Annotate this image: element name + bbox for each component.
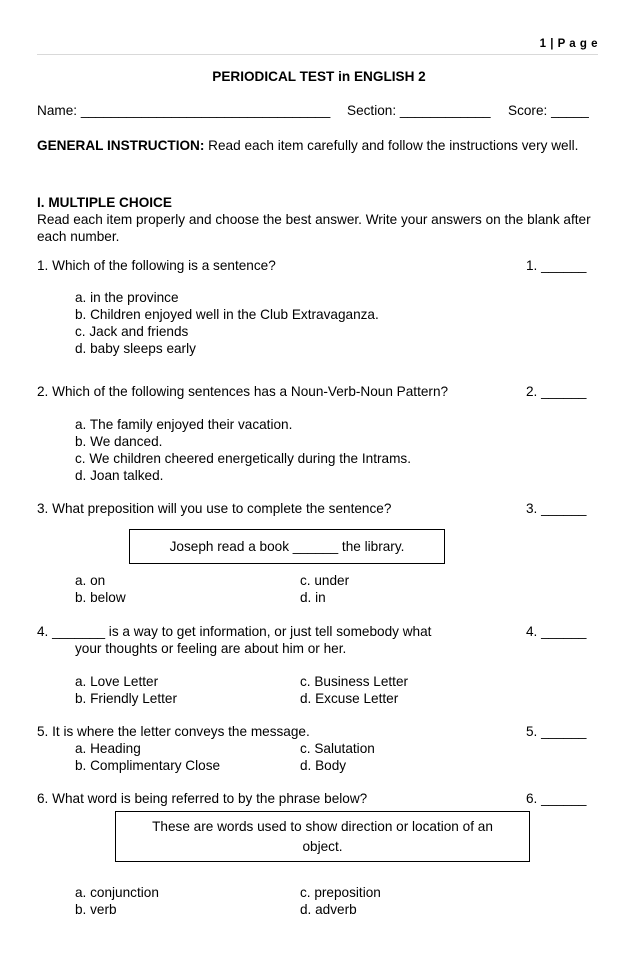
header-divider — [37, 54, 598, 55]
page-number: 1 | P a g e — [539, 38, 598, 50]
question-6-option-a: a. conjunction — [75, 885, 159, 900]
question-5-answer-blank: 5. ______ — [526, 724, 587, 739]
question-4-option-a: a. Love Letter — [75, 674, 159, 689]
question-2-option-c: c. We children cheered energetically during the Intrams. — [75, 451, 411, 466]
question-3-stem: 3. What preposition will you use to complete the sentence? — [37, 501, 392, 516]
question-3-sentence-box: Joseph read a book ______ the library. — [129, 529, 445, 564]
question-2-option-b: b. We danced. — [75, 434, 163, 449]
question-1-option-c: c. Jack and friends — [75, 324, 189, 339]
part1-heading: I. MULTIPLE CHOICE — [37, 195, 172, 210]
score-field: Score: _____ — [508, 103, 589, 118]
general-instruction-text: Read each item carefully and follow the instructions very well. — [204, 138, 579, 153]
question-3-option-c: c. under — [300, 573, 350, 588]
question-6-option-c: c. preposition — [300, 885, 381, 900]
question-4-answer-blank: 4. ______ — [526, 624, 587, 639]
question-6-option-b: b. verb — [75, 902, 117, 917]
question-3-option-a: a. on — [75, 573, 106, 588]
question-3-option-d: d. in — [300, 590, 326, 605]
question-2-stem: 2. Which of the following sentences has a Noun-Verb-Noun Pattern? — [37, 384, 449, 399]
question-5-stem: 5. It is where the letter conveys the message. — [37, 724, 310, 739]
general-instruction — [37, 137, 599, 154]
question-6-box-line-1: These are words used to show direction or location of an — [152, 819, 493, 834]
question-6-definition-box — [115, 811, 530, 862]
name-field: Name: _________________________________ — [37, 103, 331, 118]
question-1-option-b: b. Children enjoyed well in the Club Extravaganza. — [75, 307, 379, 322]
question-5-option-c: c. Salutation — [300, 741, 375, 756]
question-6-answer-blank: 6. ______ — [526, 791, 587, 806]
question-1-option-d: d. baby sleeps early — [75, 341, 196, 356]
part1-instruction: Read each item properly and choose the best answer. Write your answers on the blank after each number. — [37, 212, 591, 244]
question-4-option-c: c. Business Letter — [300, 674, 409, 689]
question-4-option-d: d. Excuse Letter — [300, 691, 399, 706]
question-6-option-d: d. adverb — [300, 902, 357, 917]
question-5-option-a: a. Heading — [75, 741, 141, 756]
question-3-option-b: b. below — [75, 590, 126, 605]
question-6-stem: 6. What word is being referred to by the phrase below? — [37, 791, 368, 806]
question-3-answer-blank: 3. ______ — [526, 501, 587, 516]
question-1-answer-blank: 1. ______ — [526, 258, 587, 273]
question-4-stem-continued: your thoughts or feeling are about him or her. — [75, 641, 347, 656]
question-2-option-a: a. The family enjoyed their vacation. — [75, 417, 293, 432]
question-5-option-d: d. Body — [300, 758, 347, 773]
general-instruction-label: GENERAL INSTRUCTION: — [37, 138, 205, 153]
question-2-answer-blank: 2. ______ — [526, 384, 587, 399]
test-title: PERIODICAL TEST in ENGLISH 2 — [212, 69, 426, 84]
question-2-option-d: d. Joan talked. — [75, 468, 164, 483]
question-6-box-line-2: object. — [302, 839, 343, 854]
section-field: Section: ____________ — [347, 103, 491, 118]
question-5-option-b: b. Complimentary Close — [75, 758, 221, 773]
question-1-stem: 1. Which of the following is a sentence? — [37, 258, 276, 273]
question-1-option-a: a. in the province — [75, 290, 179, 305]
question-4-stem: 4. _______ is a way to get information, or just tell somebody what — [37, 624, 432, 639]
question-4-option-b: b. Friendly Letter — [75, 691, 177, 706]
